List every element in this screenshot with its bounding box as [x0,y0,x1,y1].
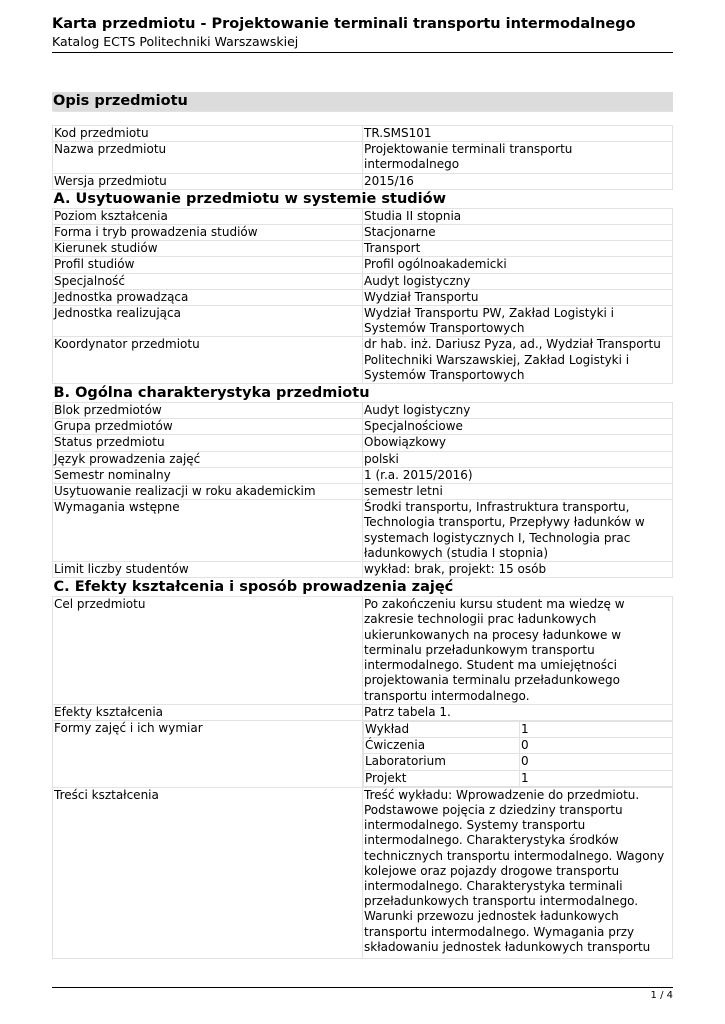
forms-row [364,754,673,770]
table-row [53,562,673,578]
field-label: Profil studiów [53,257,363,273]
field-label: Jednostka realizująca [53,306,363,337]
field-value: Specjalnościowe [363,419,673,435]
field-value: Środki transportu, Infrastruktura transportu, Technologia transportu, Przepływy ładunków w systemach logistycznych I, Technologia prac ładunkowych (studia I stopnia) [363,500,673,562]
field-value: Audyt logistyczny [363,403,673,419]
table-row [53,306,673,337]
field-label: Wersja przedmiotu [53,173,363,189]
section-heading-a [53,189,673,208]
table-row [53,225,673,241]
field-value: Projektowanie terminali transportu intermodalnego [363,142,673,173]
field-value: dr hab. inż. Dariusz Pyza, ad., Wydział Transportu Politechniki Warszawskiej, Zakład Logistyki i Systemów Transportowych [363,337,673,384]
field-label: Grupa przedmiotów [53,419,363,435]
field-label: Usytuowanie realizacji w roku akademickim [53,484,363,500]
document-title: Karta przedmiotu - Projektowanie terminali transportu intermodalnego [52,16,636,32]
field-value: TR.SMS101 [363,126,673,142]
field-value: polski [363,451,673,467]
field-value: semestr letni [363,484,673,500]
table-row [53,289,673,305]
table-row [53,142,673,173]
forms-cell [363,720,673,787]
field-value: wykład: brak, projekt: 15 osób [363,562,673,578]
table-row [53,597,673,704]
table-row [53,467,673,483]
field-label: Forma i tryb prowadzenia studiów [53,225,363,241]
table-row [53,704,673,720]
form-hours: 1 [520,770,673,786]
forms-row [364,721,673,737]
section-heading-b [53,384,673,403]
field-value: Stacjonarne [363,225,673,241]
table-row [53,720,673,787]
field-value: 2015/16 [363,173,673,189]
form-hours: 0 [520,738,673,754]
table-row [53,173,673,189]
field-label: Cel przedmiotu [53,597,363,704]
field-label: Limit liczby studentów [53,562,363,578]
field-label: Kod przedmiotu [53,126,363,142]
table-row [53,484,673,500]
page-number: 1 / 4 [650,990,673,1001]
field-value: Patrz tabela 1. [363,704,673,720]
section-title: B. Ogólna charakterystyka przedmiotu [53,385,370,402]
header-divider [52,52,673,53]
field-label: Specjalność [53,273,363,289]
field-value: Studia II stopnia [363,208,673,224]
field-value: Audyt logistyczny [363,273,673,289]
field-label: Koordynator przedmiotu [53,337,363,384]
table-row [53,500,673,562]
table-row [53,257,673,273]
table-row [53,451,673,467]
spacer-row [53,112,673,126]
forms-table [363,721,673,787]
form-name: Laboratorium [364,754,520,770]
field-value: Profil ogólnoakademicki [363,257,673,273]
form-name: Projekt [364,770,520,786]
section-heading-c [53,578,673,597]
field-label: Wymagania wstępne [53,500,363,562]
document-subtitle: Katalog ECTS Politechniki Warszawskiej [52,34,299,49]
field-label: Status przedmiotu [53,435,363,451]
field-label: Semestr nominalny [53,467,363,483]
field-label: Treści kształcenia [53,787,363,958]
table-row [53,787,673,958]
page-header [52,16,672,50]
table-row [53,126,673,142]
field-value: Treść wykładu: Wprowadzenie do przedmiotu. Podstawowe pojęcia z dziedziny transportu intermodalnego. Systemy transportu intermodalnego. Charakterystyka środków technicznych transportu intermodalnego. Wagony kolejowe oraz pojazdy drogowe transportu intermodalnego. Charakterystyka terminali przeładunkowych transportu intermodalnego. Warunki przewozu jednostek ładunkowych transportu intermodalnego. Wymagania przy składowaniu jednostek ładunkowych transportu [363,787,673,958]
forms-row [364,770,673,786]
table-row [53,273,673,289]
field-value: Wydział Transportu PW, Zakład Logistyki i Systemów Transportowych [363,306,673,337]
form-hours: 0 [520,754,673,770]
section-title: C. Efekty kształcenia i sposób prowadzenia zajęć [53,579,454,596]
form-hours: 1 [520,721,673,737]
table-row [53,419,673,435]
field-value: Po zakończeniu kursu student ma wiedzę w zakresie technologii prac ładunkowych ukierunkowanych na procesy ładunkowe w terminalu przeładunkowym transportu intermodalnego. Student ma umiejętności projektowania terminalu przeładunkowego transportu intermodalnego. [363,597,673,704]
field-value: 1 (r.a. 2015/2016) [363,467,673,483]
table-row [53,208,673,224]
field-label: Blok przedmiotów [53,403,363,419]
form-name: Wykład [364,721,520,737]
field-label: Poziom kształcenia [53,208,363,224]
section-heading-opis: Opis przedmiotu [52,92,673,111]
field-value: Wydział Transportu [363,289,673,305]
footer-divider [52,987,673,988]
table-row [53,403,673,419]
field-value: Obowiązkowy [363,435,673,451]
forms-row [364,738,673,754]
field-label: Efekty kształcenia [53,704,363,720]
table-row [53,337,673,384]
field-value: Transport [363,241,673,257]
field-label: Kierunek studiów [53,241,363,257]
course-table [52,111,673,959]
table-row [53,435,673,451]
field-label: Jednostka prowadząca [53,289,363,305]
form-name: Ćwiczenia [364,738,520,754]
section-title: A. Usytuowanie przedmiotu w systemie studiów [53,190,446,207]
field-label: Formy zajęć i ich wymiar [53,720,363,787]
table-row [53,241,673,257]
field-label: Nazwa przedmiotu [53,142,363,173]
field-label: Język prowadzenia zajęć [53,451,363,467]
